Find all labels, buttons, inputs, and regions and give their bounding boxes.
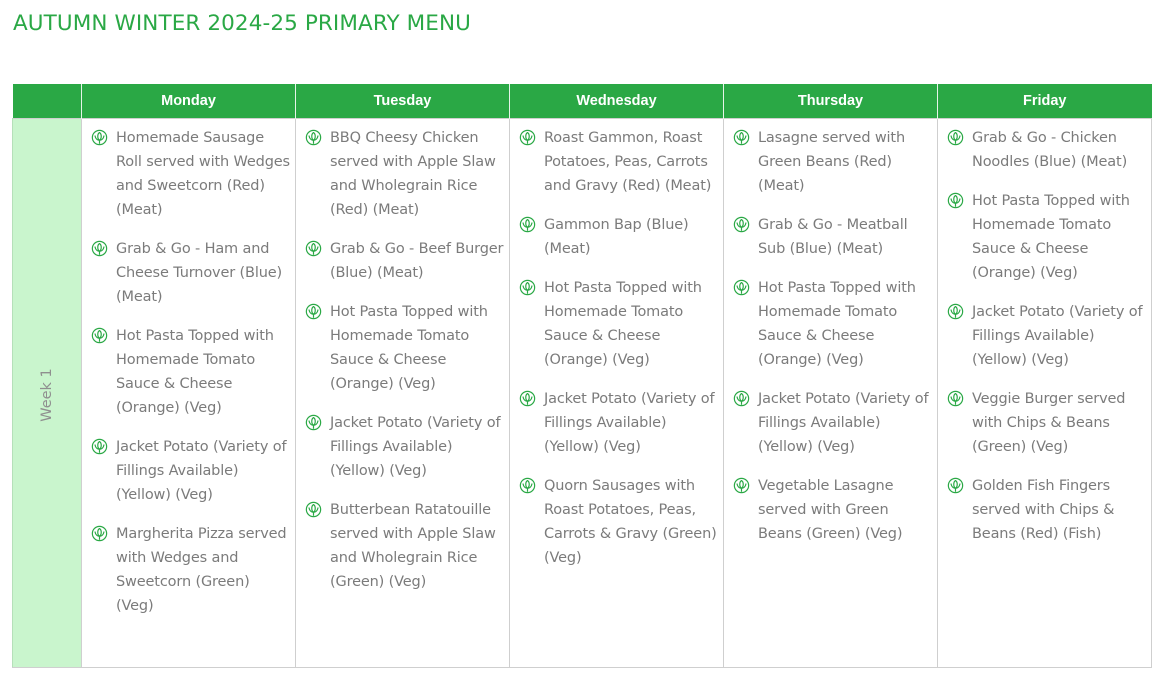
leaf-icon — [91, 327, 108, 344]
meal-text: Hot Pasta Topped with Homemade Tomato Sauce & Cheese (Orange) (Veg) — [972, 193, 1130, 281]
meal-text: Gammon Bap (Blue) (Meat) — [544, 217, 689, 257]
meal-item — [519, 213, 719, 261]
meal-item — [91, 324, 291, 420]
meal-text: Jacket Potato (Variety of Fillings Available) (Yellow) (Veg) — [972, 304, 1143, 368]
meal-item — [91, 237, 291, 309]
day-header-wednesday: Wednesday — [510, 84, 724, 119]
leaf-icon — [519, 477, 536, 494]
meal-text: Homemade Sausage Roll served with Wedges and Sweetcorn (Red) (Meat) — [116, 130, 290, 218]
meal-text: Grab & Go - Chicken Noodles (Blue) (Meat) — [972, 130, 1128, 170]
meal-text: Hot Pasta Topped with Homemade Tomato Sauce & Cheese (Orange) (Veg) — [758, 280, 916, 368]
meal-list — [938, 119, 1151, 546]
meal-text: Golden Fish Fingers served with Chips & Beans (Red) (Fish) — [972, 478, 1115, 542]
meal-text: Hot Pasta Topped with Homemade Tomato Sauce & Cheese (Orange) (Veg) — [544, 280, 702, 368]
meal-item — [733, 387, 933, 459]
meal-text: Vegetable Lasagne served with Green Beans (Green) (Veg) — [758, 478, 903, 542]
meal-text: Lasagne served with Green Beans (Red) (Meat) — [758, 130, 905, 194]
leaf-icon — [91, 240, 108, 257]
meal-list — [82, 119, 295, 618]
week-cell — [13, 119, 82, 668]
meal-item — [305, 498, 505, 594]
day-cell-wednesday — [510, 119, 724, 668]
meal-list — [510, 119, 723, 570]
day-cell-tuesday — [296, 119, 510, 668]
week-row — [13, 119, 1152, 668]
meal-item — [947, 126, 1147, 174]
leaf-icon — [305, 240, 322, 257]
day-header-thursday: Thursday — [724, 84, 938, 119]
meal-text: Margherita Pizza served with Wedges and Sweetcorn (Green) (Veg) — [116, 526, 287, 614]
leaf-icon — [91, 525, 108, 542]
meal-item — [519, 474, 719, 570]
page-title: AUTUMN WINTER 2024-25 PRIMARY MENU — [13, 11, 472, 36]
meal-item — [519, 387, 719, 459]
leaf-icon — [305, 303, 322, 320]
leaf-icon — [519, 216, 536, 233]
meal-text: Grab & Go - Beef Burger (Blue) (Meat) — [330, 241, 504, 281]
header-corner-cell — [13, 84, 82, 119]
leaf-icon — [305, 414, 322, 431]
meal-item — [519, 276, 719, 372]
meal-text: BBQ Cheesy Chicken served with Apple Slaw and Wholegrain Rice (Red) (Meat) — [330, 130, 496, 218]
week-label: Week 1 — [39, 367, 55, 422]
day-header-tuesday: Tuesday — [296, 84, 510, 119]
meal-item — [91, 522, 291, 618]
meal-text: Jacket Potato (Variety of Fillings Available) (Yellow) (Veg) — [330, 415, 501, 479]
leaf-icon — [733, 279, 750, 296]
menu-table — [12, 84, 1152, 668]
leaf-icon — [733, 129, 750, 146]
day-header-monday: Monday — [82, 84, 296, 119]
meal-text: Grab & Go - Ham and Cheese Turnover (Blue) (Meat) — [116, 241, 283, 305]
meal-item — [947, 387, 1147, 459]
day-cell-thursday — [724, 119, 938, 668]
leaf-icon — [305, 129, 322, 146]
leaf-icon — [91, 129, 108, 146]
meal-list — [296, 119, 509, 594]
leaf-icon — [91, 438, 108, 455]
leaf-icon — [519, 129, 536, 146]
meal-item — [947, 189, 1147, 285]
meal-item — [519, 126, 719, 198]
meal-item — [947, 474, 1147, 546]
leaf-icon — [947, 390, 964, 407]
meal-item — [947, 300, 1147, 372]
meal-item — [305, 126, 505, 222]
meal-text: Butterbean Ratatouille served with Apple Slaw and Wholegrain Rice (Green) (Veg) — [330, 502, 496, 590]
day-header-friday: Friday — [938, 84, 1152, 119]
leaf-icon — [519, 279, 536, 296]
meal-item — [305, 237, 505, 285]
meal-text: Roast Gammon, Roast Potatoes, Peas, Carrots and Gravy (Red) (Meat) — [544, 130, 712, 194]
meal-text: Hot Pasta Topped with Homemade Tomato Sauce & Cheese (Orange) (Veg) — [116, 328, 274, 416]
leaf-icon — [733, 477, 750, 494]
meal-text: Jacket Potato (Variety of Fillings Available) (Yellow) (Veg) — [758, 391, 929, 455]
leaf-icon — [947, 192, 964, 209]
meal-item — [91, 126, 291, 222]
day-cell-monday — [82, 119, 296, 668]
meal-text: Veggie Burger served with Chips & Beans (Green) (Veg) — [972, 391, 1126, 455]
meal-item — [733, 213, 933, 261]
meal-text: Jacket Potato (Variety of Fillings Available) (Yellow) (Veg) — [116, 439, 287, 503]
leaf-icon — [733, 216, 750, 233]
meal-list — [724, 119, 937, 546]
meal-text: Jacket Potato (Variety of Fillings Available) (Yellow) (Veg) — [544, 391, 715, 455]
header-row — [13, 84, 1152, 119]
meal-item — [733, 276, 933, 372]
meal-item — [733, 126, 933, 198]
leaf-icon — [947, 477, 964, 494]
leaf-icon — [947, 129, 964, 146]
meal-text: Hot Pasta Topped with Homemade Tomato Sauce & Cheese (Orange) (Veg) — [330, 304, 488, 392]
leaf-icon — [305, 501, 322, 518]
leaf-icon — [733, 390, 750, 407]
meal-item — [733, 474, 933, 546]
meal-text: Grab & Go - Meatball Sub (Blue) (Meat) — [758, 217, 908, 257]
meal-item — [91, 435, 291, 507]
meal-item — [305, 300, 505, 396]
meal-text: Quorn Sausages with Roast Potatoes, Peas, Carrots & Gravy (Green) (Veg) — [544, 478, 717, 566]
leaf-icon — [947, 303, 964, 320]
leaf-icon — [519, 390, 536, 407]
day-cell-friday — [938, 119, 1152, 668]
meal-item — [305, 411, 505, 483]
